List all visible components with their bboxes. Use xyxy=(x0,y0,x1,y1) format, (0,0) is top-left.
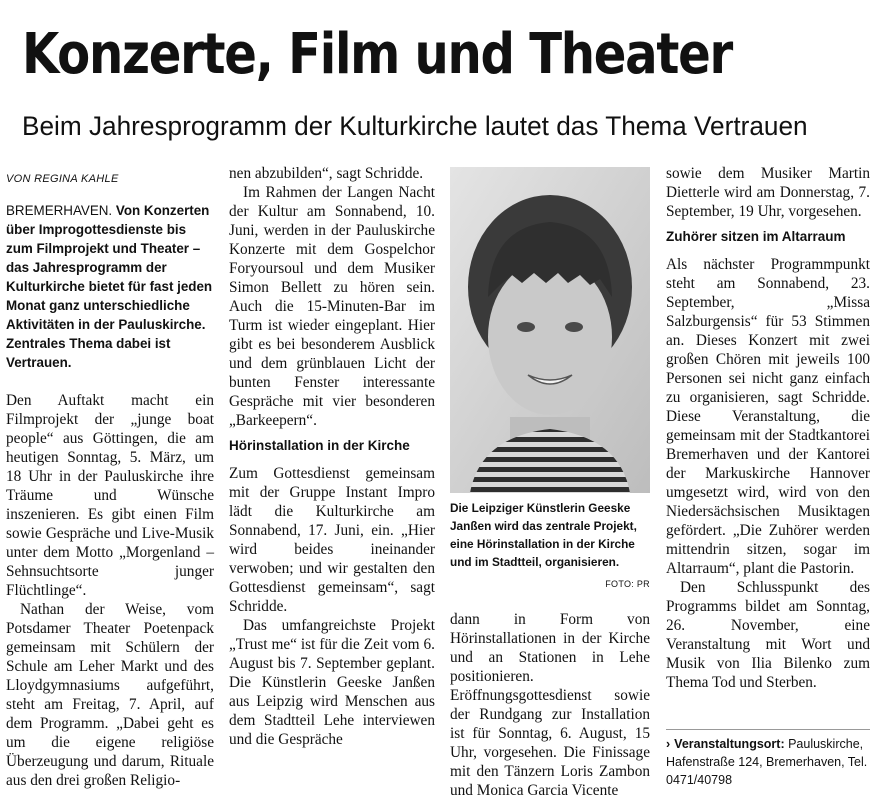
paragraph: dann in Form von Hörinstallationen in der Kirche und an Stationen in Lehe positionieren. Eröffnungsgottesdienst sowie der Rundgang zur Installation ist für Sonntag, 6. August, 15 Uhr, vorgesehen. Die Finissage mit den Tänzern Loris Zambon und Monica Garcia Vicente xyxy=(450,611,650,799)
caption-text: Die Leipziger Künstlerin Geeske Janßen wird das zentrale Projekt, eine Hörinstallation in der Kirche und im Stadtteil, organisieren. xyxy=(450,501,637,569)
section-heading: Hörinstallation in der Kirche xyxy=(229,438,410,453)
article-column-3 xyxy=(450,610,650,800)
paragraph: Als nächster Programmpunkt steht am Sonnabend, 23. September, „Missa Salzburgensis“ für 53 Stimmen an. Dieses Konzert mit zwei großen Chören mit jeweils 100 Personen sei nicht ganz einfach zu organisieren, sagt Schridde. Diese Veranstaltung, die gemeinsam mit der Stadtkantorei Bremerhaven und der Kantorei der Markuskirche Hannover umgesetzt wird, wird von den Niedersächsischen Musiktagen gefördert. „Die Zuhörer werden mittendrin sitzen, sogar im Altarraum“, plant die Pastorin. xyxy=(666,256,870,577)
article-column-1 xyxy=(6,170,214,790)
article-column-4 xyxy=(666,164,870,692)
paragraph: Nathan der Weise, vom Potsdamer Theater Poetenpack gemeinsam mit Schülern der Schule am Leher Markt und des Lloydgymnasiums aufgeführt, steht am Freitag, 7. April, auf dem Programm. „Dabei geht es um die eigene religiöse Überzeugung und darum, Rituale aus den drei großen Religio- xyxy=(6,601,214,789)
paragraph: nen abzubilden“, sagt Schridde. xyxy=(229,165,424,182)
photo-caption xyxy=(450,499,650,593)
venue-text: Pauluskirche, Hafenstraße 124, Bremerhaven, Tel. 0471/40798 xyxy=(666,737,868,787)
subheadline: Beim Jahresprogramm der Kulturkirche lautet das Thema Vertrauen xyxy=(22,111,808,141)
paragraph: sowie dem Musiker Martin Dietterle wird am Donnerstag, 7. September, 19 Uhr, vorgesehen. xyxy=(666,165,870,220)
chevron-right-icon: › xyxy=(666,737,671,751)
paragraph: Den Auftakt macht ein Filmprojekt der „junge boat people“ aus Göttingen, die am heutigen Sonntag, 5. März, um 18 Uhr in der Pauluskirche ihre Träume und Wünsche inszenieren. Es gibt einen Film sowie Gespräche und Live-Musik unter dem Motto „Morgenland – Sehnsuchtsorte junger Flüchtlinge“. xyxy=(6,392,214,599)
portrait-illustration xyxy=(450,167,650,493)
byline: VON REGINA KAHLE xyxy=(6,173,119,185)
paragraph: Im Rahmen der Langen Nacht der Kultur am Sonnabend, 10. Juni, werden in der Pauluskirche Konzerte mit dem Gospelchor Foryoursoul und dem Musiker Simon Bellett zu hören sein. Auch die 15-Minuten-Bar im Turm ist wieder eingeplant. Hier gibt es bei besonderem Ausblick und dem grünblauen Licht der bunten Fenster interessante Gespräche mit vier besonderen „Barkeepern“. xyxy=(229,184,435,429)
lead-text: Von Konzerten über Improgottesdienste bis zum Filmprojekt und Theater – das Jahresprogramm der Kulturkirche bietet für fast jeden Monat ganz unterschiedliche Aktivitäten in der Pauluskirche. Zentrales Thema dabei ist Vertrauen. xyxy=(6,203,213,370)
photo-credit: FOTO: PR xyxy=(605,579,650,589)
venue-info-box xyxy=(666,729,870,789)
section-heading: Zuhörer sitzen im Altarraum xyxy=(666,229,846,244)
lead-paragraph xyxy=(6,201,214,372)
portrait-photo xyxy=(450,167,650,493)
headline: Konzerte, Film und Theater xyxy=(22,22,732,87)
paragraph: Zum Gottesdienst gemeinsam mit der Gruppe Instant Impro lädt die Kulturkirche am Sonnabend, 17. Juni, ein. „Hier wird beides ineinander verwoben; und wir gestalten den Gottesdienst gemeinsam“, sagt Schridde. xyxy=(229,465,435,615)
paragraph: Den Schlusspunkt des Programms bildet am Sonntag, 26. November, eine Veranstaltung mit Wort und Musik von Ilia Bilenko zum Thema Tod und Sterben. xyxy=(666,579,870,691)
paragraph: Das umfangreichste Projekt „Trust me“ ist für die Zeit vom 6. August bis 7. September geplant. Die Künstlerin Geeske Janßen aus Leipzig wird Menschen aus dem Stadtteil Lehe interviewen und die Gespräche xyxy=(229,617,435,748)
article-column-2 xyxy=(229,164,435,749)
venue-label: Veranstaltungsort: xyxy=(674,737,785,751)
dateline: BREMERHAVEN. xyxy=(6,203,113,218)
